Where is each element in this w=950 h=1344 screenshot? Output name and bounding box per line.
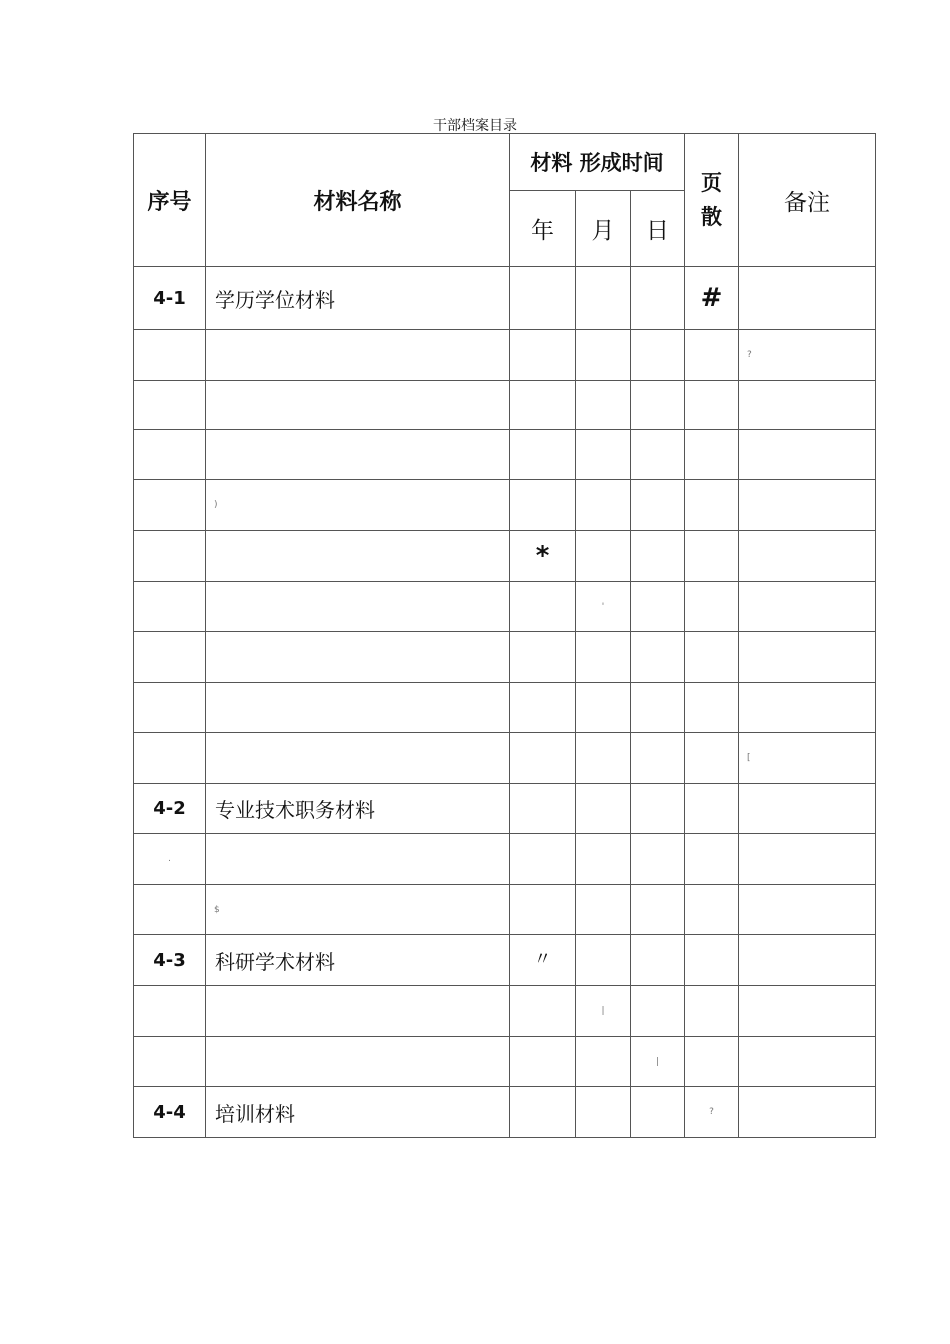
cell [134,632,206,683]
cell [685,986,739,1037]
cell [510,733,576,784]
header-name: 材料名称 [206,134,510,267]
cell [510,330,576,381]
table-row [134,531,876,582]
table-row [134,582,876,632]
cell [631,935,685,986]
cell [510,1087,576,1138]
cell [685,632,739,683]
cell [510,683,576,733]
cell [739,632,876,683]
cell [134,582,206,632]
cell [685,834,739,885]
table-row [134,1037,876,1087]
cell [134,683,206,733]
cell [739,480,876,531]
cell [739,834,876,885]
month-mark: | [576,986,631,1037]
cell [631,531,685,582]
cell [206,632,510,683]
name-mark: ) [206,480,510,531]
cell [206,683,510,733]
cell [685,582,739,632]
cell [685,784,739,834]
cell [510,632,576,683]
cell [576,381,631,430]
section-name: 培训材料 [206,1087,510,1138]
cell [631,733,685,784]
section-seq: 4-4 [134,1087,206,1138]
cell [510,1037,576,1087]
table-row [134,430,876,480]
cell [510,784,576,834]
cell [510,480,576,531]
cell [576,1037,631,1087]
header-remarks: 备注 [739,134,876,267]
cell [631,1087,685,1138]
month-mark: ' [576,582,631,632]
cell [206,733,510,784]
header-year: 年 [510,191,576,267]
cell [576,1087,631,1138]
cell [206,430,510,480]
cell [739,430,876,480]
table-row [134,632,876,683]
table-row [134,885,876,935]
cell [739,531,876,582]
header-pages-line1: 页 [701,171,722,195]
cell [739,683,876,733]
cell [685,381,739,430]
section-name: 科研学术材料 [206,935,510,986]
section-seq: 4-3 [134,935,206,986]
cell [739,267,876,330]
cell [576,784,631,834]
cell [685,683,739,733]
cell [510,834,576,885]
table-row [134,935,876,986]
table-row [134,733,876,784]
cell [576,531,631,582]
cell [134,330,206,381]
table-row [134,834,876,885]
cell [631,683,685,733]
cell [739,381,876,430]
header-month: 月 [576,191,631,267]
cell [631,267,685,330]
cell [739,582,876,632]
cell [631,430,685,480]
cell [206,381,510,430]
cell [510,986,576,1037]
remarks-mark: ? [739,330,876,381]
cell [134,480,206,531]
pages-mark: # [685,267,739,330]
section-seq: 4-1 [134,267,206,330]
table-row [134,330,876,381]
table-row [134,784,876,834]
header-time-group: 材料 形成时间 [510,134,685,191]
table-row [134,683,876,733]
cell [739,885,876,935]
header-pages-line2: 散 [701,205,722,229]
cell [739,1087,876,1138]
header-pages [685,134,739,267]
year-mark: 〃 [510,935,576,986]
cell [631,381,685,430]
section-name: 学历学位材料 [206,267,510,330]
table-row [134,480,876,531]
day-mark: | [631,1037,685,1087]
year-mark: * [510,531,576,582]
cell [631,480,685,531]
cell [739,784,876,834]
cell [510,267,576,330]
section-seq: 4-2 [134,784,206,834]
section-name: 专业技术职务材料 [206,784,510,834]
cell [206,531,510,582]
cell [631,784,685,834]
archive-catalog-table [133,133,876,1138]
cell [134,381,206,430]
cell [134,986,206,1037]
cell [631,834,685,885]
cell [576,632,631,683]
seq-mark: . [134,834,206,885]
cell [685,330,739,381]
cell [685,733,739,784]
cell [576,267,631,330]
cell [206,834,510,885]
cell [685,480,739,531]
cell [206,986,510,1037]
table-row [134,986,876,1037]
cell [631,885,685,935]
cell [510,885,576,935]
pages-mark: ? [685,1087,739,1138]
cell [739,986,876,1037]
cell [685,935,739,986]
header-seq: 序号 [134,134,206,267]
cell [134,885,206,935]
cell [739,1037,876,1087]
table-row [134,381,876,430]
cell [685,1037,739,1087]
cell [685,885,739,935]
header-row-1 [134,134,876,191]
remarks-mark: [ [739,733,876,784]
cell [134,531,206,582]
cell [576,683,631,733]
name-mark: $ [206,885,510,935]
cell [576,330,631,381]
cell [134,733,206,784]
cell [206,582,510,632]
cell [134,1037,206,1087]
cell [206,1037,510,1087]
cell [576,885,631,935]
cell [631,632,685,683]
cell [510,430,576,480]
cell [739,935,876,986]
cell [685,430,739,480]
cell [510,381,576,430]
cell [631,330,685,381]
cell [510,582,576,632]
table-row [134,267,876,330]
cell [631,582,685,632]
table-row [134,1087,876,1138]
header-day: 日 [631,191,685,267]
cell [576,834,631,885]
cell [576,430,631,480]
cell [134,430,206,480]
cell [576,733,631,784]
cell [206,330,510,381]
cell [685,531,739,582]
cell [576,480,631,531]
page-title: 干部档案目录 [433,118,517,134]
cell [576,935,631,986]
cell [631,986,685,1037]
